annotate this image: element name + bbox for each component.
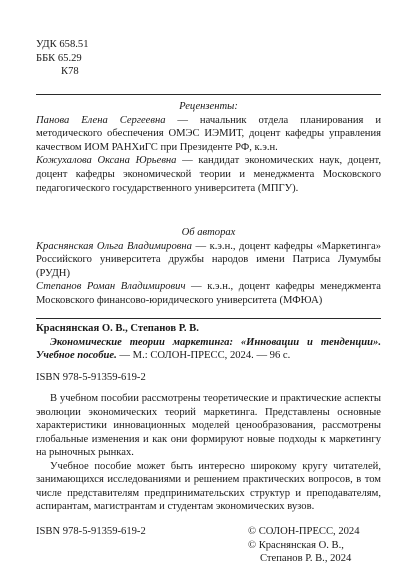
author-name: Краснянская Ольга Владимировна — [36, 240, 192, 252]
abstract-paragraph: В учебном пособии рассмотрены теоретические и практические аспекты эволюции экономических теорий маркетинга. Представлены основные характеристики инновационных моделей ценообразования, рассмотрены глобальные изменения и как они формируют новые подходы к маркетингу на рыночных рынках. — [36, 393, 381, 458]
reviewers-section — [36, 100, 381, 195]
reviewer-entry — [36, 114, 381, 155]
author-name: Степанов Роман Владимирович — [36, 281, 186, 293]
author-entry — [36, 240, 381, 281]
author-details: — к.э.н., доцент кафедры «Маркетинга» Российского университета дружбы народов имени Патриса Лумумбы (РУДН) — [36, 240, 381, 279]
citation-description — [36, 336, 381, 363]
about-authors-section — [36, 226, 381, 308]
abstract-paragraph: Учебное пособие может быть интересно широкому кругу читателей, занимающихся исследованиями и решением практических вопросов, в том числе представителям предпринимательских структур и преподавателям, аспирантам, магистрантам и студентам экономических вузов. — [36, 460, 381, 512]
classification-block — [36, 38, 89, 79]
reviewers-heading: Рецензенты: — [179, 101, 238, 112]
abstract — [36, 392, 381, 514]
bibliographic-citation — [36, 322, 381, 363]
middle-divider — [36, 318, 381, 319]
author-entry — [36, 280, 381, 307]
reviewer-details: — начальник отдела планирования и методического обеспечения ОМЭС ИЭМИТ, доцент кафедры управления качеством ИОМ РАНХиГС при Президенте РФ, к.э.н. — [36, 114, 381, 153]
copyright-block — [248, 525, 360, 566]
reviewer-name: Панова Елена Сергеевна — [36, 114, 166, 126]
bbk-code: ББК 65.29 — [36, 52, 82, 64]
citation-imprint: — М.: СОЛОН-ПРЕСС, 2024. — 96 с. — [116, 350, 291, 361]
footer-isbn: ISBN 978-5-91359-619-2 — [36, 526, 146, 537]
reviewer-entry — [36, 154, 381, 195]
copyright-line: © Краснянская О. В., — [248, 539, 344, 551]
udk-code: УДК 658.51 — [36, 39, 89, 50]
isbn-top: ISBN 978-5-91359-619-2 — [36, 372, 146, 383]
copyright-line: © СОЛОН-ПРЕСС, 2024 — [248, 526, 360, 537]
copyright-line: Степанов Р. В., 2024 — [260, 553, 352, 565]
citation-title: Экономические теории маркетинга: «Инновации и тенденции». Учебное пособие. — [36, 336, 381, 361]
top-divider — [36, 94, 381, 95]
about-authors-heading: Об авторах — [181, 227, 236, 238]
author-details: — к.э.н., доцент кафедры менеджмента Московского финансово-юридического университета (МФЮА) — [36, 281, 381, 306]
author-mark: К78 — [61, 66, 79, 78]
reviewer-name: Кожухалова Оксана Юрьевна — [36, 155, 177, 167]
reviewer-details: — кандидат экономических наук, доцент, доцент кафедры экономической теории и менеджмента Московского педагогического государственного университета (МПГУ). — [36, 155, 381, 194]
citation-authors: Краснянская О. В., Степанов Р. В. — [36, 323, 199, 334]
